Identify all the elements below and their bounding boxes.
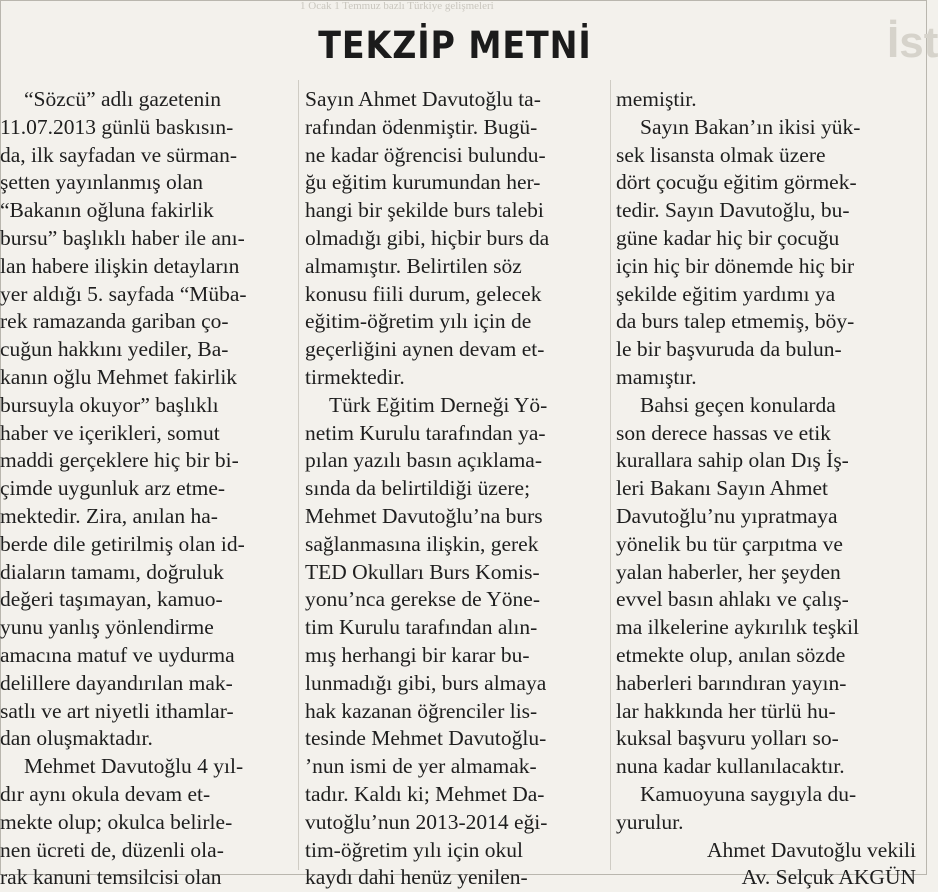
text-line: evvel basın ahlakı ve çalış- [616, 587, 849, 612]
text-line: nen ücreti de, düzenli ola- [0, 837, 224, 862]
text-line: satlı ve art niyetli ithamlar- [0, 698, 234, 723]
text-line: kuksal başvuru yolları so- [616, 726, 839, 751]
text-line: leri Bakanı Sayın Ahmet [616, 476, 828, 501]
text-line: “Sözcü” adlı gazetenin [24, 87, 221, 111]
text-line: yurulur. [616, 809, 684, 834]
text-line: berde dile getirilmiş olan id- [0, 531, 245, 556]
text-line: yunu yanlış yönlendirme [0, 615, 214, 640]
faded-side-heading: İst [887, 18, 938, 67]
text-line: eğitim-öğretim yılı için de [305, 309, 532, 334]
text-line: amacına matuf ve uydurma [0, 642, 235, 667]
text-line: 11.07.2013 günlü baskısın- [0, 114, 234, 139]
text-line: vutoğlu’nun 2013-2014 eği- [305, 809, 548, 834]
text-line: sında da belirtildiği üzere; [305, 476, 531, 501]
text-line: yönelik bu tür çarpıtma ve [616, 531, 843, 556]
text-line: haber ve içerikleri, somut [0, 420, 220, 445]
text-line: maddi gerçeklere hiç bir bi- [0, 448, 239, 473]
text-line: konusu fiili durum, gelecek [305, 281, 542, 306]
faded-previous-headline: 1 Ocak 1 Temmuz bazlı Türkiye gelişmeleri [300, 0, 494, 12]
text-line: dır aynı okula devam et- [0, 781, 211, 806]
text-line: mekte olup; okulca belirle- [0, 809, 233, 834]
text-line: şekilde eğitim yardımı ya [616, 281, 836, 306]
text-line: TED Okulları Burs Komis- [305, 559, 540, 584]
text-line: ğu eğitim kurumundan her- [305, 170, 541, 195]
column-divider [610, 80, 611, 870]
text-column-3 [616, 86, 916, 892]
text-line: dört çocuğu eğitim görmek- [616, 170, 857, 195]
text-line: için hiç bir dönemde hiç bir [616, 253, 855, 278]
text-line: Davutoğlu’nu yıpratmaya [616, 503, 838, 528]
text-line: tirmektedir. [305, 364, 405, 389]
text-line: ’nun ismi de yer almamak- [305, 754, 537, 779]
text-line: mış herhangi bir karar bu- [305, 642, 530, 667]
text-line: rafından ödenmiştir. Bugü- [305, 114, 538, 139]
text-line: dan oluşmaktadır. [0, 726, 153, 751]
text-line: sek lisansta olmak üzere [616, 142, 826, 167]
column-divider [298, 80, 299, 870]
text-line: diaların tamamı, doğruluk [0, 559, 224, 584]
text-line: olmadığı gibi, hiçbir burs da [305, 225, 550, 250]
text-line: Mehmet Davutoğlu’na burs [305, 503, 543, 528]
text-line: “Bakanın oğluna fakirlik [0, 198, 214, 223]
text-line: Bahsi geçen konularda [640, 392, 836, 417]
text-line: yer aldığı 5. sayfada “Müba- [0, 281, 247, 306]
text-line: pılan yazılı basın açıklama- [305, 448, 543, 473]
text-line: tim Kurulu tarafından alın- [305, 615, 538, 640]
article-title: TEKZİP METNİ [318, 24, 592, 67]
text-line: nuna kadar kullanılacaktır. [616, 754, 845, 779]
text-line: Türk Eğitim Derneği Yö- [329, 392, 548, 417]
text-line: tadır. Kaldı ki; Mehmet Da- [305, 781, 545, 806]
text-line: Sayın Ahmet Davutoğlu ta- [305, 87, 541, 111]
text-line: netim Kurulu tarafından ya- [305, 420, 546, 445]
text-line: da burs talep etmemiş, böy- [616, 309, 855, 334]
text-line: son derece hassas ve etik [616, 420, 831, 445]
text-line: almamıştır. Belirtilen söz [305, 253, 522, 278]
text-line: tesinde Mehmet Davutoğlu- [305, 726, 547, 751]
text-line: rak kanuni temsilcisi olan [0, 865, 222, 890]
text-line: çimde uygunluk arz etme- [0, 476, 226, 501]
text-line: Mehmet Davutoğlu 4 yıl- [24, 754, 244, 779]
text-line: kanın oğlu Mehmet fakirlik [0, 364, 238, 389]
text-line: ne kadar öğrencisi bulundu- [305, 142, 546, 167]
text-line: delillere dayandırılan mak- [0, 670, 233, 695]
signature-line: Av. Selçuk AKGÜN [741, 865, 916, 890]
text-line: tedir. Sayın Davutoğlu, bu- [616, 198, 850, 223]
text-line: lan habere ilişkin detayların [0, 253, 240, 278]
text-line: kurallara sahip olan Dış İş- [616, 448, 849, 473]
text-line: sağlanmasına ilişkin, gerek [305, 531, 539, 556]
text-line: kaydı dahi henüz yenilen- [305, 865, 528, 890]
text-line: Sayın Bakan’ın ikisi yük- [640, 114, 861, 139]
text-line: lar hakkında her türlü hu- [616, 698, 836, 723]
text-line: tim-öğretim yılı için okul [305, 837, 523, 862]
text-line: le bir başvuruda da bulun- [616, 337, 842, 362]
text-line: bursu” başlıklı haber ile anı- [0, 225, 245, 250]
text-line: rek ramazanda gariban ço- [0, 309, 229, 334]
text-line: hak kazanan öğrenciler lis- [305, 698, 538, 723]
text-line: bursuyla okuyor” başlıklı [0, 392, 219, 417]
text-line: geçerliğini aynen devam et- [305, 337, 545, 362]
text-column-2 [305, 86, 608, 892]
text-line: etmekte olup, anılan sözde [616, 642, 846, 667]
text-line: şetten yayınlanmış olan [0, 170, 204, 195]
signature-line: Ahmet Davutoğlu vekili [707, 837, 916, 862]
text-line: güne kadar hiç bir çocuğu [616, 225, 840, 250]
text-line: yonu’nca gerekse de Yöne- [305, 587, 540, 612]
text-line: ma ilkelerine aykırılık teşkil [616, 615, 859, 640]
text-line: da, ilk sayfadan ve sürman- [0, 142, 238, 167]
text-line: memiştir. [616, 87, 697, 111]
text-line: değeri taşımayan, kamuo- [0, 587, 223, 612]
text-line: lunmadığı gibi, burs almaya [305, 670, 547, 695]
text-line: cuğun hakkını yediler, Ba- [0, 337, 229, 362]
text-line: yalan haberler, her şeyden [616, 559, 841, 584]
text-column-1 [0, 86, 292, 892]
text-line: Kamuoyuna saygıyla du- [640, 781, 857, 806]
text-line: mektedir. Zira, anılan ha- [0, 503, 218, 528]
text-line: mamıştır. [616, 364, 697, 389]
text-line: hangi bir şekilde burs talebi [305, 198, 544, 223]
text-line: haberleri barındıran yayın- [616, 670, 847, 695]
